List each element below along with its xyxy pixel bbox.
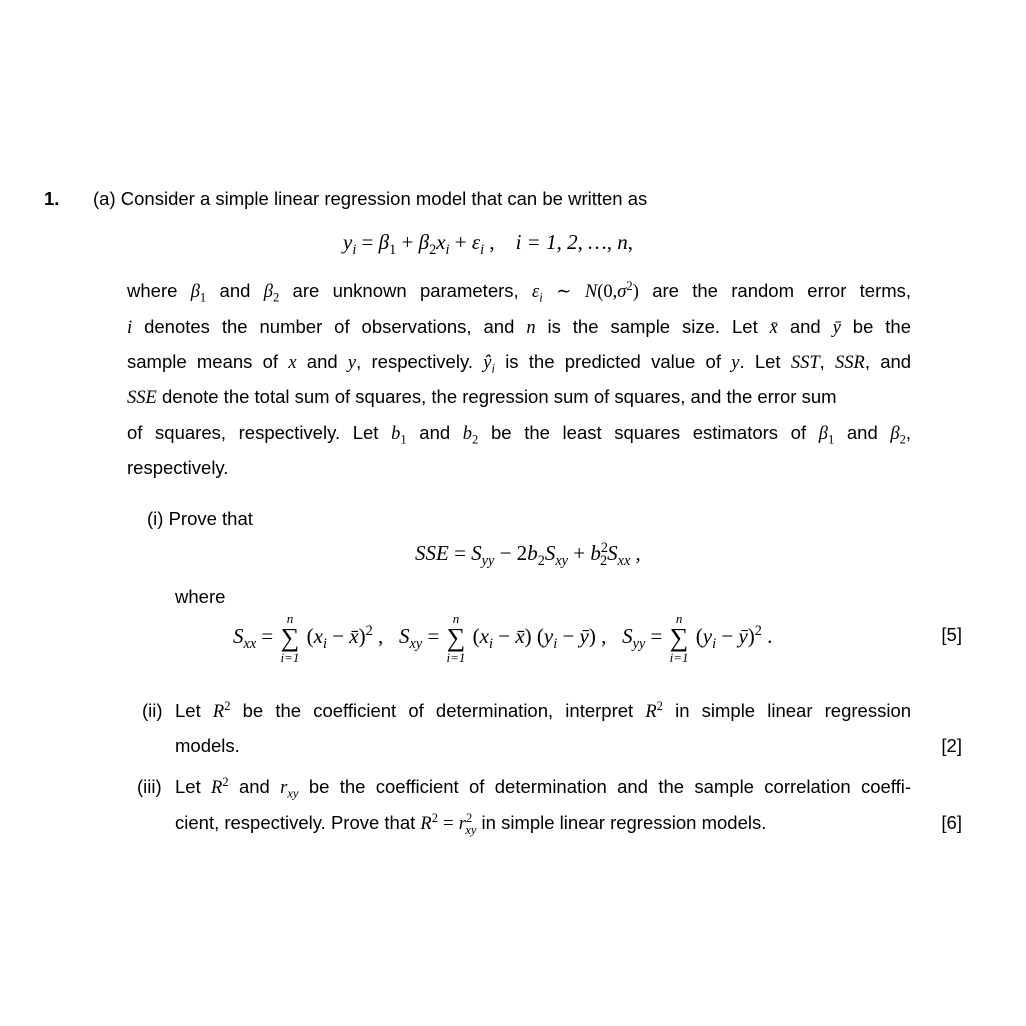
sub-iii-line-2: cient, respectively. Prove that $R^2 = r^2_{xy}$ in simple linear regression models. [175, 810, 767, 837]
para-line-4: SSE denote the total sum of squares, the regression sum of squares, and the error sum [127, 386, 837, 408]
sub-ii-label: (ii) [142, 700, 163, 721]
part-a-intro [93, 188, 647, 210]
sub-ii-line-2: models. [175, 735, 240, 756]
sub-ii-line-1: Let $R^2$ be the coefficient of determination, interpret $R^2$ in simple linear regression [175, 698, 912, 722]
para-line-5: of squares, respectively. Let $b_1$ and $b_2$ be the least squares estimators of $\beta_1$ and $\beta_2$, [127, 422, 912, 447]
sub-i-label: (i) [147, 508, 164, 529]
part-a-intro-text: Consider a simple linear regression model that can be written as [120, 188, 648, 209]
sub-i-text: Prove that [168, 508, 253, 529]
s-definitions: $S_{xx}$ = n ∑ i=1 ($x_i$ − x̄)$^2$ , $S_{xy}$ = n ∑ i=1 ($x_i$ − x̄) ($y_i$ − ȳ) , $S_{yy}$ = n ∑ i=1 ($y_i$ − ȳ)$^2$ . [233, 611, 773, 665]
question-number: 1. [44, 188, 60, 209]
mark-i: [5] [941, 624, 962, 645]
sse-equation: SSE = $S_{yy} - 2b_2S_{xy} + b^2_2S_{xx}$ , [415, 540, 641, 570]
sub-i-heading [147, 508, 253, 530]
mark-iii: [6] [941, 812, 962, 833]
para-line-3: sample means of x and y, respectively. $ŷ_i$ is the predicted value of y. Let SST, SSR, and [127, 351, 912, 376]
para-line-1: where $\beta_1$ and $\beta_2$ are unknown parameters, $\varepsilon_i$ ∼ $N(0,\sigma^2)$ are the random error terms, [127, 278, 912, 305]
model-range: i = 1, 2, …, n [515, 230, 628, 254]
mark-ii: [2] [941, 735, 962, 756]
model-equation: $y_i = \beta_1 + \beta_2x_i + \varepsilon_i$ , i = 1, 2, …, n, [343, 230, 634, 259]
sub-iii-line-1: Let $R^2$ and $r_{xy}$ be the coefficient of determination and the sample correlation coeffi- [175, 774, 912, 801]
where-label: where [175, 586, 226, 607]
part-a-label: (a) [93, 188, 116, 209]
para-line-2: i denotes the number of observations, and n is the sample size. Let x̄ and ȳ be the [127, 316, 912, 338]
para-line-6: respectively. [127, 457, 229, 478]
sub-iii-label: (iii) [137, 776, 162, 797]
